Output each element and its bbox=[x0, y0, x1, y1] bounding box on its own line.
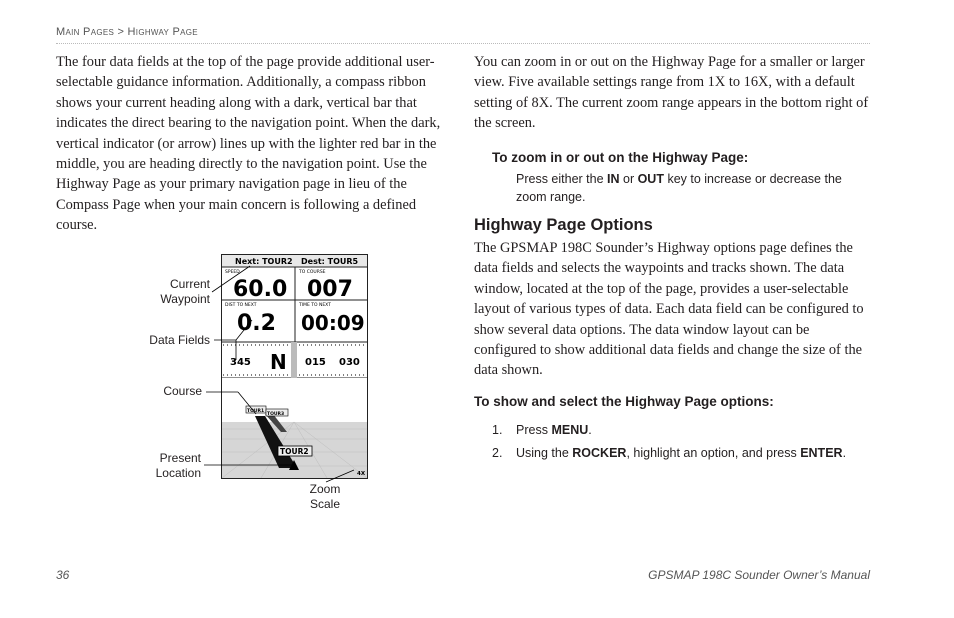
screen-next-label: Next: TOUR2 bbox=[235, 257, 293, 266]
zoom-text-1: Press either the bbox=[516, 172, 608, 186]
screen-speed-label: SPEED bbox=[225, 270, 240, 275]
step-1 bbox=[492, 423, 592, 437]
zoom-procedure-body bbox=[516, 170, 866, 206]
callout-present-location-line2: Location bbox=[155, 466, 201, 480]
step-1-end: . bbox=[588, 423, 592, 437]
screen-dist-label: DIST TO NEXT bbox=[225, 303, 257, 308]
step-1-text: Press bbox=[516, 423, 552, 437]
step-2 bbox=[492, 446, 846, 460]
out-key-label: OUT bbox=[637, 172, 664, 186]
callout-current-waypoint-line2: Waypoint bbox=[160, 292, 210, 306]
breadcrumb: Main Pages > Highway Page bbox=[56, 26, 198, 38]
screen-dest-label: Dest: TOUR5 bbox=[301, 257, 359, 266]
waypoint-marker-tour2-label: TOUR2 bbox=[280, 447, 309, 456]
screen-course-label: TO COURSE bbox=[299, 270, 326, 275]
callout-data-fields: Data Fields bbox=[149, 333, 210, 347]
screen-time-label: TIME TO NEXT bbox=[299, 303, 331, 308]
heading-right-2: 030 bbox=[339, 357, 360, 368]
callout-present-location-line1: Present bbox=[159, 451, 201, 465]
waypoint-marker-tour3-label: TOUR3 bbox=[267, 412, 285, 417]
page-number: 36 bbox=[56, 568, 70, 582]
step-1-number: 1. bbox=[492, 423, 503, 437]
callout-zoom-scale-line2: Scale bbox=[309, 497, 341, 511]
callout-course: Course bbox=[163, 384, 202, 398]
manual-title: GPSMAP 198C Sounder Owner’s Manual bbox=[648, 568, 870, 582]
step-2-number: 2. bbox=[492, 446, 503, 460]
step-2-mid: , highlight an option, and press bbox=[626, 446, 801, 460]
intro-paragraph: The four data fields at the top of the page provide additional user-selectable guidance information. Additionally, a compass ribbon shows your current heading along with a dark, vertical bar that indicates the direct bearing to the navigation point. When the dark, vertical indicator (or arrow) lines up with the lighter red bar in the middle, you are heading directly to the navigation point. Use the Highway Page as your primary navigation page in lieu of the Compass Page when your main concern is following a defined course. bbox=[56, 54, 441, 234]
waypoint-marker-tour1-label: TOUR1 bbox=[247, 409, 265, 414]
zoom-text-3: key to increase or decrease the zoom range. bbox=[516, 172, 842, 204]
section-heading: Highway Page Options bbox=[474, 216, 653, 234]
options-paragraph: The GPSMAP 198C Sounder’s Highway options page defines the data fields and selects the waypoints and tracks shown. The data window, located at the top of the page, provides a user-selectable layout of various types of data. Each data field can be configured to show several data options. The data window layout can be configured to show additional data fields and change the size of the data shown. bbox=[474, 240, 864, 379]
screen-speed-value: 60.0 bbox=[233, 277, 288, 302]
callout-zoom-scale-line1: Zoom bbox=[309, 482, 341, 496]
in-key-label: IN bbox=[607, 172, 620, 186]
rocker-key-label: ROCKER bbox=[572, 446, 627, 460]
zoom-text-2: or bbox=[619, 172, 638, 186]
callout-current-waypoint-line1: Current bbox=[169, 277, 210, 291]
heading-letter: N bbox=[270, 350, 287, 374]
step-2-end: . bbox=[842, 446, 847, 460]
screen-dist-value: 0.2 bbox=[237, 311, 276, 336]
zoom-intro-paragraph: You can zoom in or out on the Highway Page for a smaller or larger view. Five available settings range from 1X to 16X, with a default setting of 8X. The current zoom range appears in the bottom right of the screen. bbox=[474, 54, 869, 132]
enter-key-label: ENTER bbox=[800, 446, 843, 460]
screen-time-value: 00:09 bbox=[301, 311, 365, 335]
screen-course-value: 007 bbox=[307, 277, 353, 302]
zoom-scale-value: 4X bbox=[357, 471, 366, 477]
heading-right-1: 015 bbox=[305, 357, 326, 368]
zoom-procedure-title: To zoom in or out on the Highway Page: bbox=[492, 150, 749, 165]
step-2-text: Using the bbox=[516, 446, 573, 460]
show-options-title: To show and select the Highway Page options: bbox=[474, 394, 774, 409]
heading-left: 345 bbox=[230, 357, 251, 368]
menu-key-label: MENU bbox=[551, 423, 589, 437]
